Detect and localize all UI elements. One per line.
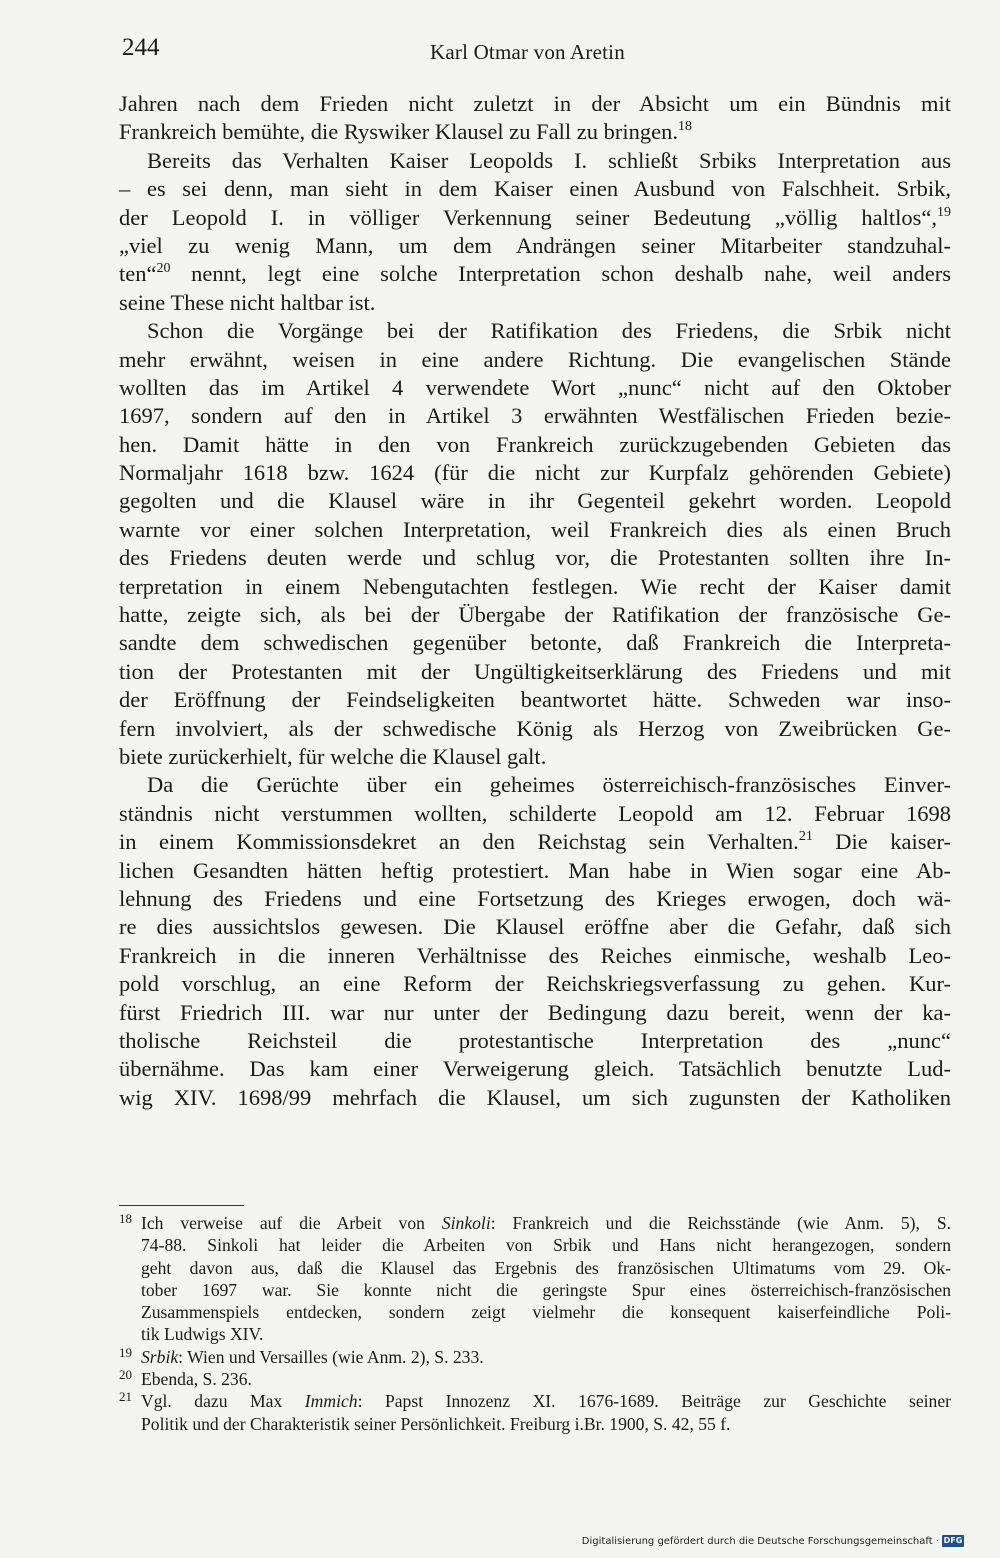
footnote-mark: 21 bbox=[119, 1390, 132, 1405]
body-line: hen. Damit hätte in den von Frankreich zurückzugebenden Gebieten das bbox=[119, 431, 951, 457]
footnote-mark: 18 bbox=[119, 1212, 132, 1226]
body-line: in einem Kommissionsdekret an den Reichstag sein Verhalten.$^{21}$ Die kaiser- bbox=[119, 829, 951, 855]
digitization-credit bbox=[582, 1535, 964, 1547]
body-line: re dies aussichtslos gewesen. Die Klausel eröffne aber die Gefahr, daß sich bbox=[119, 914, 951, 940]
credit-text: Digitalisierung gefördert durch die Deutsche Forschungsgemeinschaft · bbox=[581, 1535, 939, 1547]
body-line: wig XIV. 1698/99 mehrfach die Klausel, um sich zugunsten der Katholiken bbox=[119, 1084, 951, 1110]
footnote-20: 20 Ebenda, S. 236. bbox=[119, 1368, 951, 1390]
body-line: Frankreich in die inneren Verhältnisse des Reiches einmische, weshalb Leo- bbox=[119, 942, 951, 968]
body-line: hatte, zeigte sich, als bei der Übergabe der Ratifikation der französische Ge- bbox=[119, 602, 951, 628]
footnote-line: Politik und der Charakteristik seiner Persönlichkeit. Freiburg i.Br. 1900, S. 42, 55 f. bbox=[141, 1413, 731, 1434]
body-line: Bereits das Verhalten Kaiser Leopolds I. schließt Srbiks Interpretation aus bbox=[147, 147, 951, 173]
body-line: tion der Protestanten mit der Ungültigkeitserklärung des Friedens und mit bbox=[119, 658, 951, 684]
footnotes bbox=[119, 1212, 951, 1435]
footnote-separator bbox=[119, 1205, 244, 1206]
footnote-line: Zusammenspiels entdecken, sondern zeigt vielmehr die konsequent kaiserfeindliche Poli- bbox=[141, 1302, 951, 1323]
body-line: Normaljahr 1618 bzw. 1624 (für die nicht zur Kurpfalz gehörenden Gebiete) bbox=[119, 460, 951, 486]
body-line: der Leopold I. in völliger Verkennung seiner Bedeutung „völlig haltlos“,$^{19}$ bbox=[119, 204, 951, 230]
body-line: wollten das im Artikel 4 verwendete Wort „nunc“ nicht auf den Oktober bbox=[119, 374, 951, 400]
body-line: – es sei denn, man sieht in dem Kaiser einen Ausbund von Falschheit. Srbik, bbox=[119, 176, 951, 202]
footnote-mark: 20 bbox=[119, 1368, 132, 1383]
body-line: ten“$^{20}$ nennt, legt eine solche Interpretation schon deshalb nahe, weil anders bbox=[119, 261, 951, 287]
body-line: ständnis nicht verstummen wollten, schilderte Leopold am 12. Februar 1698 bbox=[119, 800, 951, 826]
body-line: seine These nicht haltbar ist. bbox=[119, 289, 376, 315]
footnote-mark: 19 bbox=[119, 1345, 132, 1360]
body-line: der Eröffnung der Feindseligkeiten beantwortet hätte. Schweden war inso- bbox=[119, 687, 951, 713]
body-line: 1697, sondern auf den in Artikel 3 erwähnten Westfälischen Frieden bezie- bbox=[119, 403, 951, 429]
footnote-ref[interactable]: 21 bbox=[798, 829, 813, 845]
footnote-21: 21 Vgl. dazu Max Immich: Papst Innozenz XI. 1676-1689. Beiträge zur Geschichte seiner bbox=[119, 1390, 951, 1412]
body-line: Da die Gerüchte über ein geheimes österreichisch-französisches Einver- bbox=[147, 772, 951, 798]
footnote-line: 74-88. Sinkoli hat leider die Arbeiten von Srbik und Hans nicht herangezogen, sondern bbox=[141, 1235, 951, 1256]
footnote-line: geht davon aus, daß die Klausel das Ergebnis des französischen Ultimatums vom 29. Ok- bbox=[141, 1257, 951, 1278]
body-text bbox=[119, 90, 951, 1112]
body-line: Frankreich bemühte, die Ryswiker Klausel zu Fall zu bringen.$^{18}$ bbox=[119, 119, 692, 145]
footnote-ref[interactable]: 18 bbox=[677, 119, 692, 135]
page-number: 244 bbox=[122, 34, 160, 61]
body-line: des Friedens deuten werde und schlug vor, die Protestanten sollten ihre In- bbox=[119, 545, 951, 571]
body-line: gegolten und die Klausel wäre in ihr Gegenteil gekehrt worden. Leopold bbox=[119, 488, 951, 514]
body-line: terpretation in einem Nebengutachten festlegen. Wie recht der Kaiser damit bbox=[119, 573, 951, 599]
footnote-ref[interactable]: 19 bbox=[937, 204, 951, 220]
body-line: biete zurückerhielt, für welche die Klausel galt. bbox=[119, 743, 547, 769]
dfg-logo-icon: DFG bbox=[943, 1536, 963, 1545]
body-line: übernähme. Das kam einer Verweigerung gleich. Tatsächlich benutzte Lud- bbox=[119, 1056, 951, 1082]
body-line: lehnung des Friedens und eine Fortsetzung des Krieges erwogen, doch wä- bbox=[119, 885, 951, 911]
body-line: sandte dem schwedischen gegenüber betonte, daß Frankreich die Interpreta- bbox=[119, 630, 951, 656]
footnote-line: tober 1697 war. Sie konnte nicht die geringste Spur eines österreichisch-französischen bbox=[141, 1279, 951, 1300]
footnote-ref[interactable]: 20 bbox=[156, 261, 171, 277]
body-line: „viel zu wenig Mann, um dem Andrängen seiner Mitarbeiter standzuhal- bbox=[119, 232, 951, 258]
running-head: Karl Otmar von Aretin bbox=[430, 40, 625, 64]
body-line: warnte vor einer solchen Interpretation, weil Frankreich dies als einen Bruch bbox=[119, 516, 951, 542]
footnote-19: 19 Srbik: Wien und Versailles (wie Anm. 2), S. 233. bbox=[119, 1346, 951, 1368]
body-line: Schon die Vorgänge bei der Ratifikation des Friedens, die Srbik nicht bbox=[147, 318, 951, 344]
body-line: fern involviert, als der schwedische König als Herzog von Zweibrücken Ge- bbox=[119, 715, 951, 741]
footnote-18: 18 Ich verweise auf die Arbeit von Sinkoli: Frankreich und die Reichsstände (wie Anm. 5), S. bbox=[119, 1212, 951, 1234]
body-line: mehr erwähnt, weisen in eine andere Richtung. Die evangelischen Stände bbox=[119, 346, 951, 372]
body-line: tholische Reichsteil die protestantische Interpretation des „nunc“ bbox=[119, 1027, 951, 1053]
body-line: Jahren nach dem Frieden nicht zuletzt in der Absicht um ein Bündnis mit bbox=[119, 91, 951, 116]
footnote-line: tik Ludwigs XIV. bbox=[141, 1324, 264, 1345]
body-line: fürst Friedrich III. war nur unter der Bedingung dazu bereit, wenn der ka- bbox=[119, 999, 951, 1025]
body-line: pold vorschlug, an eine Reform der Reichskriegsverfassung zu gehen. Kur- bbox=[119, 971, 951, 997]
body-line: lichen Gesandten hätten heftig protestiert. Man habe in Wien sogar eine Ab- bbox=[119, 857, 951, 883]
